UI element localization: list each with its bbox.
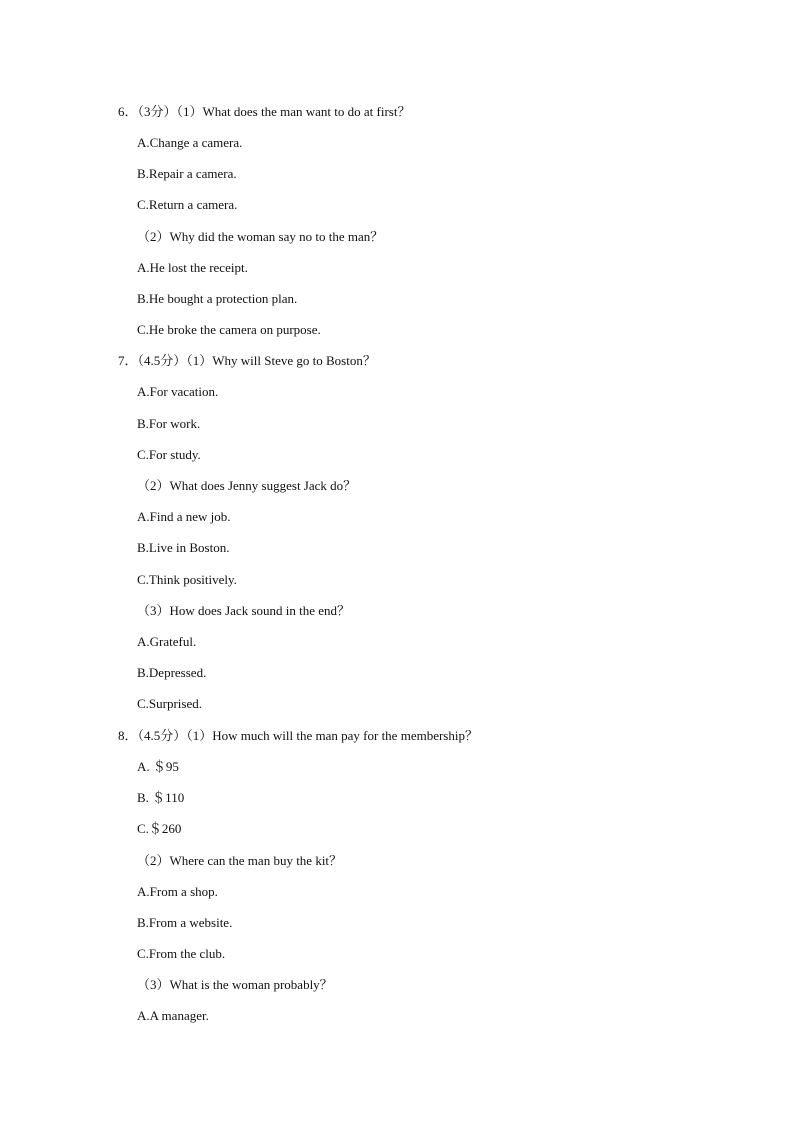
q8-1-option-c: C.＄260 xyxy=(137,821,182,836)
q7-3-option-a: A.Grateful. xyxy=(137,634,197,649)
q6-2-option-c: C.He broke the camera on purpose. xyxy=(137,322,321,337)
q8-2-question: （2）Where can the man buy the kit？ xyxy=(137,853,343,868)
q8-1-option-b: B. ＄110 xyxy=(137,790,185,805)
q7-2-option-b: B.Live in Boston. xyxy=(137,540,230,555)
q8-2-option-a: A.From a shop. xyxy=(137,884,218,899)
q7-3-option-c: C.Surprised. xyxy=(137,696,202,711)
q8-2-option-c: C.From the club. xyxy=(137,946,226,961)
q7-3-question: （3）How does Jack sound in the end？ xyxy=(137,603,351,618)
q7-2-question: （2）What does Jenny suggest Jack do？ xyxy=(137,478,357,493)
q6-2-option-a: A.He lost the receipt. xyxy=(137,260,248,275)
q7-1-option-a: A.For vacation. xyxy=(137,384,219,399)
q6-1-option-b: B.Repair a camera. xyxy=(137,166,237,181)
question-7-header: 7．（4.5分）（1）Why will Steve go to Boston？ xyxy=(118,353,376,368)
q7-1-option-c: C.For study. xyxy=(137,447,201,462)
q8-3-option-a: A.A manager. xyxy=(137,1008,209,1023)
q7-1-option-b: B.For work. xyxy=(137,416,201,431)
q8-3-question: （3）What is the woman probably？ xyxy=(137,977,333,992)
q8-2-option-b: B.From a website. xyxy=(137,915,233,930)
q6-1-option-a: A.Change a camera. xyxy=(137,135,243,150)
q7-2-option-c: C.Think positively. xyxy=(137,572,237,587)
q6-1-option-c: C.Return a camera. xyxy=(137,197,238,212)
q6-2-question: （2）Why did the woman say no to the man？ xyxy=(137,229,384,244)
question-6-header: 6．（3分）（1）What does the man want to do at first？ xyxy=(118,104,411,119)
question-8-header: 8．（4.5分）（1）How much will the man pay for the membership？ xyxy=(118,728,478,743)
q6-2-option-b: B.He bought a protection plan. xyxy=(137,291,298,306)
q7-2-option-a: A.Find a new job. xyxy=(137,509,231,524)
q8-1-option-a: A. ＄95 xyxy=(137,759,179,774)
q7-3-option-b: B.Depressed. xyxy=(137,665,207,680)
